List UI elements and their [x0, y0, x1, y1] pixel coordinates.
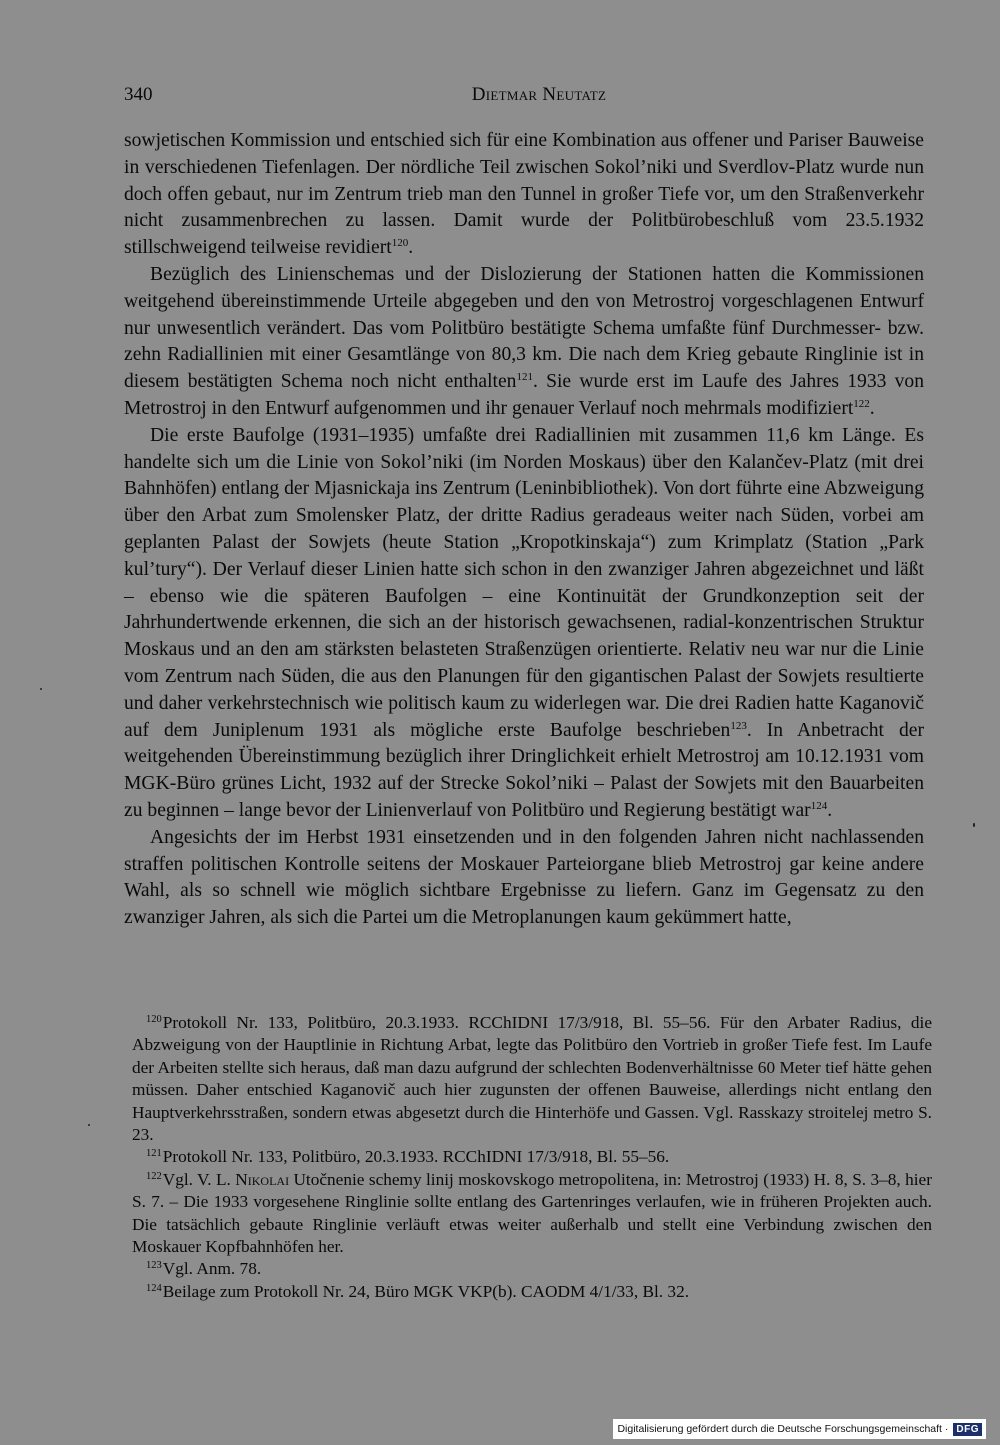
footnote-ref: 122: [853, 397, 870, 410]
punctuation: .: [746, 719, 752, 741]
paragraph-text: Bezüglich des Linienschemas und der Dislozierung der Stationen hatten die Kommissionen weitgehend übereinstimmende Urteile abgegeben und den von Metrostroj vorgeschlagenen Entwurf nur unwesentlich verändert. Das vom Politbüro bestätigte Schema umfaßte fünf Durchmesser- bzw. zehn Radiallinien mit einer Gesamtlänge von 80,3 km. Die nach dem Krieg gebaute Ringlinie ist in diesem bestätigten Schema noch nicht enthalten: [124, 263, 924, 393]
footnote-text: Protokoll Nr. 133, Politbüro, 20.3.1933. RCChIDNI 17/3/918, Bl. 55–56.: [162, 1147, 670, 1167]
footnote-ref: 121: [516, 371, 533, 384]
scan-speck: [973, 823, 975, 827]
running-head: Dietmar Neutatz: [471, 84, 607, 105]
punctuation: .: [532, 371, 538, 393]
footnote: [132, 1258, 932, 1280]
footnote-number: 123: [146, 1260, 162, 1272]
paragraph-text: sowjetischen Kommission und entschied sich für eine Kombination aus offener und Pariser Bauweise in verschiedenen Tiefenlagen. Der nördliche Teil zwischen Sokol’niki und Sverdlov-Platz wurde nun doch offen gebaut, nur im Zentrum trieb man den Tunnel in großer Tiefe vor, um den Straßenverkehr nicht zusammenbrechen zu lassen. Damit wurde der Politbürobeschluß vom 23.5.1932 stillschweigend teilweise revidiert: [124, 130, 924, 259]
footnote: [132, 1169, 932, 1259]
footnote: [132, 1146, 932, 1168]
footnote-text: Vgl. Anm. 78.: [162, 1259, 262, 1279]
footnote-text: Protokoll Nr. 133, Politbüro, 20.3.1933. RCChIDNI 17/3/918, Bl. 55–56. Für den Arbater Radius, die Abzweigung von der Hauptlinie in Richtung Arbat, legte das Politbüro den Vortrieb in großer Tiefe fest. Im Laufe der Arbeiten stellte sich heraus, daß man dazu aufgrund der schlechten Bodenverhältnisse 60 Meter tief hätte gehen müssen. Daher entschied Kaganovič auch hier zugunsten der offenen Bauweise, allerdings nicht entlang den Hauptverkehrsstraßen, sondern etwas abgesetzt durch die Hinterhöfe und Gassen. Vgl. Rasskazy stroitelej metro S. 23.: [132, 1013, 932, 1145]
footnote-ref: 124: [810, 799, 828, 812]
paragraph: [124, 128, 924, 262]
paragraph: [124, 423, 924, 825]
scan-speck: [88, 1124, 90, 1126]
footnote-ref: 123: [730, 719, 747, 732]
paragraph-text: Angesichts der im Herbst 1931 einsetzenden und in den folgenden Jahren nicht nachlassenden straffen politischen Kontrolle seitens der Moskauer Parteiorgane blieb Metrostroj gar keine andere Wahl, als so schnell wie möglich sichtbare Ergebnisse zu liefern. Ganz im Gegensatz zu den zwanziger Jahren, als sich die Partei um die Metroplanungen kaum gekümmert hatte,: [124, 826, 924, 929]
paragraph-text: In Anbetracht der weitgehenden Übereinstimmung bezüglich ihrer Dringlichkeit erhielt Metrostroj am 10.12.1931 vom MGK-Büro grünes Licht, 1932 auf der Strecke Sokol’niki – Palast der Sowjets mit den Bauarbeiten zu beginnen – lange bevor der Linienverlauf von Politbüro und Regierung bestätigt war: [124, 719, 924, 821]
banner-text: Digitalisierung gefördert durch die Deutsche Forschungsgemeinschaft ·: [617, 1423, 949, 1435]
footnotes: [132, 1012, 932, 1303]
page-number: 340: [124, 84, 153, 105]
footnote: [132, 1012, 932, 1146]
footnote-text: Vgl. V. L.: [162, 1169, 231, 1189]
dfg-logo: DFG: [953, 1423, 982, 1436]
punctuation: .: [408, 237, 414, 259]
punctuation: .: [827, 799, 833, 821]
paragraph-text: Die erste Baufolge (1931–1935) umfaßte drei Radiallinien mit zusammen 11,6 km Länge. Es handelte sich um die Linie von Sokol’niki (im Norden Moskaus) über den Kalančev-Platz (mit drei Bahnhöfen) entlang der Mjasnickaja ins Zentrum (Leninbibliothek). Von dort führte eine Abzweigung über den Arbat zum Smolensker Platz, der dritte Radius geradeaus weiter nach Süden, vorbei am geplanten Palast der Sowjets (heute Station „Kropotkinskaja“) zum Krimplatz (Station „Park kul’tury“). Der Verlauf dieser Linien hatte sich schon in den zwanziger Jahren abgezeichnet und läßt – ebenso wie die späteren Baufolgen – eine Kontinuität der Grundkonzeption seit der Jahrhundertwende erkennen, die sich an der historisch gewachsenen, radial-konzentrischen Struktur Moskaus und an den am stärksten belasteten Straßenzügen orientierte. Relativ neu war nur die Linie vom Zentrum nach Süden, die aus den Planungen für den gigantischen Palast der Sowjets resultierte und daher verkehrstechnisch wie politisch kaum zu widerlegen war. Die drei Radien hatte Kaganovič auf dem Juniplenum 1931 als mögliche erste Baufolge beschrieben: [124, 424, 924, 741]
paragraph-text: Sie wurde erst im Laufe des Jahres 1933 von Metrostroj in den Entwurf aufgenommen und ihr genauer Verlauf noch mehrmals modifiziert: [124, 371, 924, 419]
footnote: [132, 1281, 932, 1303]
footnote-number: 120: [146, 1014, 162, 1025]
footnote-number: 124: [146, 1282, 162, 1294]
footnote-text: Utočnenie schemy linij moskovskogo metropolitena, in: Metrostroj (1933) H. 8, S. 3–8, hier S. 7. – Die 1933 vorgesehene Ringlinie sollte entlang des Gartenringes verlaufen, wie in früheren Projekten auch. Die tatsächlich gebaute Ringlinie verläuft etwas weiter außerhalb und stellt eine Verbindung zwischen den Moskauer Kopfbahnhöfen her.: [132, 1169, 932, 1257]
author-name: Nikolai: [235, 1169, 290, 1189]
paragraph: [124, 262, 924, 423]
scan-speck: [40, 688, 42, 690]
footnote-ref: 120: [391, 237, 409, 250]
digitization-banner: [613, 1419, 986, 1439]
page-header: [124, 84, 924, 114]
body-text: [124, 128, 924, 932]
paragraph: [124, 825, 924, 932]
footnote-number: 122: [146, 1170, 162, 1182]
footnote-number: 121: [146, 1148, 162, 1160]
footnote-text: Beilage zum Protokoll Nr. 24, Büro MGK VKP(b). CAODM 4/1/33, Bl. 32.: [162, 1281, 690, 1301]
punctuation: .: [869, 397, 875, 419]
